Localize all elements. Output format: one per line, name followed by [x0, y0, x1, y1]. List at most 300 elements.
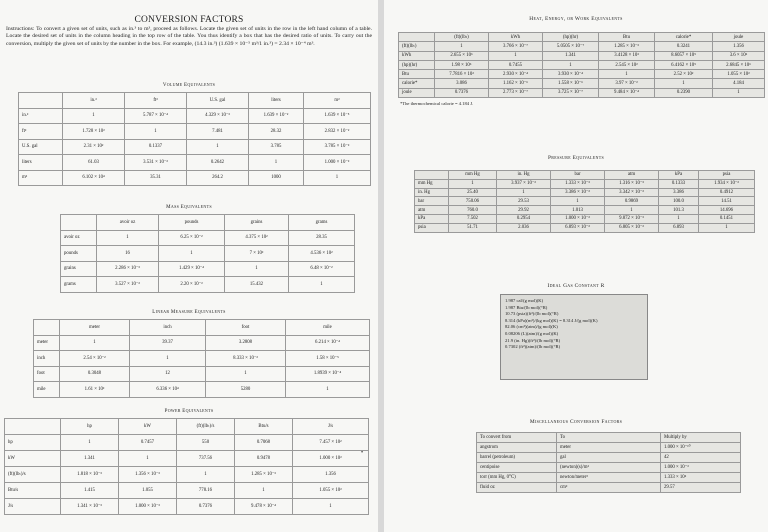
column-header: in. Hg: [497, 171, 551, 180]
table-row: [34, 351, 370, 367]
table-cell: 778.16: [177, 483, 235, 499]
table-cell: 0.4912: [699, 188, 755, 197]
misc-caption: Miscellaneous Conversion Factors: [529, 419, 623, 425]
table-cell: 3.527 × 10⁻²: [97, 277, 159, 293]
table-cell: 1: [60, 335, 130, 351]
table-cell: 750.06: [449, 197, 497, 206]
column-header: ft³: [125, 93, 187, 109]
left-page: [0, 0, 378, 532]
row-label: (ft)(lbₜ): [399, 42, 435, 51]
column-header: grains: [225, 215, 289, 231]
table-cell: 1: [63, 108, 125, 124]
table-cell: 1.558 × 10⁻⁶: [543, 79, 599, 88]
table-cell: 12: [130, 366, 206, 382]
table-cell: 1.000 × 10⁻³: [661, 463, 741, 473]
table-row: [5, 499, 369, 515]
table-cell: 25.40: [449, 188, 497, 197]
table-row: [34, 366, 370, 382]
table-cell: 16: [97, 246, 159, 262]
table-cell: 1: [699, 223, 755, 232]
table-cell: 1: [543, 60, 599, 69]
table-cell: 1: [225, 261, 289, 277]
table-cell: 3.4128 × 10³: [599, 51, 655, 60]
bullet-mark: •: [361, 450, 364, 456]
table-row: [34, 335, 370, 351]
row-label: inch: [34, 351, 60, 367]
column-header: [5, 419, 61, 435]
table-cell: 1: [249, 155, 304, 171]
table-row: [477, 443, 741, 453]
table-row: [415, 223, 755, 232]
table-cell: 1: [125, 124, 187, 140]
row-label: (hp)(hr): [399, 60, 435, 69]
pressure-caption: Pressure Equivalents: [547, 155, 604, 161]
column-header: avoir oz: [97, 215, 159, 231]
table-cell: 1.8939 × 10⁻⁴: [286, 366, 370, 382]
table-cell: 1.333 × 10²: [661, 473, 741, 483]
table-cell: 0.3241: [655, 42, 713, 51]
column-header: Btu/s: [235, 419, 293, 435]
table-cell: 2.773 × 10⁻⁷: [489, 88, 543, 97]
column-header: liters: [249, 93, 304, 109]
table-cell: 1: [286, 382, 370, 398]
table-cell: 1: [187, 139, 249, 155]
table-row: [5, 451, 369, 467]
table-cell: 3.930 × 10⁻⁴: [543, 70, 599, 79]
linear-table: [33, 319, 370, 398]
gas-constant-line: 21.9 (in. Hg)(ft³)/(lb mol)(°R): [505, 337, 561, 343]
table-cell: 28.35: [289, 230, 355, 246]
table-cell: 2.545 × 10³: [599, 60, 655, 69]
table-cell: 1.285 × 10⁻³: [599, 42, 655, 51]
right-page: [384, 0, 768, 532]
column-header: calorie*: [655, 33, 713, 42]
table-cell: 2.31 × 10²: [63, 139, 125, 155]
table-cell: 7.502: [449, 214, 497, 223]
table-cell: 2.6845 × 10⁶: [713, 60, 765, 69]
column-header: psia: [699, 171, 755, 180]
table-cell: 1.728 × 10³: [63, 124, 125, 140]
table-cell: 1.356 × 10⁻³: [119, 467, 177, 483]
table-row: [399, 88, 765, 97]
table-cell: 2.54 × 10⁻²: [60, 351, 130, 367]
column-header: [399, 33, 435, 42]
table-row: [415, 214, 755, 223]
table-cell: 7.7816 × 10²: [435, 70, 489, 79]
table-cell: 1: [599, 70, 655, 79]
table-cell: 4.329 × 10⁻³: [187, 108, 249, 124]
table-cell: 1.356: [293, 467, 369, 483]
table-cell: 3.97 × 10⁻³: [599, 79, 655, 88]
table-cell: 1: [235, 483, 293, 499]
volume-caption: Volume Equivalents: [162, 83, 216, 88]
row-label: psia: [415, 223, 449, 232]
table-cell: 61.03: [63, 155, 125, 171]
row-label: avoir oz: [61, 230, 97, 246]
table-cell: 0.2390: [655, 88, 713, 97]
table-row: [19, 139, 371, 155]
table-row: [34, 382, 370, 398]
table-cell: 7.481: [187, 124, 249, 140]
table-cell: 1.415: [61, 483, 119, 499]
table-cell: 264.2: [187, 170, 249, 186]
table-cell: 0.2642: [187, 155, 249, 171]
table-cell: 0.1451: [699, 214, 755, 223]
row-label: m³: [19, 170, 63, 186]
table-row: [61, 246, 355, 262]
table-cell: meter: [557, 443, 661, 453]
gas-constant-line: 1.987 cal/(g mol)(K): [505, 298, 544, 303]
table-cell: 1000: [249, 170, 304, 186]
row-label: kW: [5, 451, 61, 467]
table-cell: 6.336 × 10⁴: [130, 382, 206, 398]
row-label: atm: [415, 206, 449, 215]
table-header-row: [61, 215, 355, 231]
gas-constant-line: 8.314 (kPa)(m³)/(kg mol)(K) = 8.314 J/(g mol)(K): [505, 317, 598, 323]
column-header: meter: [60, 320, 130, 336]
row-label: foot: [34, 366, 60, 382]
table-cell: 1.000 × 10⁻¹⁰: [661, 443, 741, 453]
mass-table: [60, 214, 355, 293]
table-header-row: [5, 419, 369, 435]
table-cell: 1: [206, 366, 286, 382]
table-cell: 0.2954: [497, 214, 551, 223]
table-cell: 2.036: [497, 223, 551, 232]
table-row: [399, 60, 765, 69]
table-cell: 2.52 × 10²: [655, 70, 713, 79]
table-cell: 29.53: [497, 197, 551, 206]
table-cell: 1: [293, 499, 369, 515]
row-label: mile: [34, 382, 60, 398]
row-label: liters: [19, 155, 63, 171]
column-header: inch: [130, 320, 206, 336]
row-label: grams: [61, 277, 97, 293]
column-header: foot: [206, 320, 286, 336]
table-cell: 0.7376: [177, 499, 235, 515]
table-cell: 1.341: [61, 451, 119, 467]
table-cell: 7 × 10³: [225, 246, 289, 262]
row-label: calorie*: [399, 79, 435, 88]
table-cell: 15.432: [225, 277, 289, 293]
table-cell: 1: [435, 42, 489, 51]
table-cell: 2.832 × 10⁻²: [304, 124, 371, 140]
table-cell: 39.37: [130, 335, 206, 351]
table-cell: 8.333 × 10⁻²: [206, 351, 286, 367]
column-header: mile: [286, 320, 370, 336]
table-cell: 1: [130, 351, 206, 367]
table-row: [415, 179, 755, 188]
table-row: [415, 188, 755, 197]
column-header: [34, 320, 60, 336]
table-cell: 3.386: [659, 188, 699, 197]
calorie-footnote: *The thermochemical calorie = 4.184 J.: [400, 101, 474, 106]
table-cell: 1: [551, 197, 605, 206]
table-cell: 0.3048: [60, 366, 130, 382]
mass-caption: Mass Equivalents: [166, 205, 212, 210]
table-row: [399, 51, 765, 60]
table-cell: 0.7457: [119, 435, 177, 451]
table-cell: 4.184: [713, 79, 765, 88]
table-cell: 42: [661, 453, 741, 463]
column-header: kW: [119, 419, 177, 435]
table-cell: 1.000 × 10⁻²: [551, 214, 605, 223]
table-header-row: [415, 171, 755, 180]
page-title: CONVERSION FACTORS: [134, 15, 244, 25]
row-label: kPa: [415, 214, 449, 223]
column-header: kPa: [659, 171, 699, 180]
table-cell: 3.086: [435, 79, 489, 88]
table-row: [477, 473, 741, 483]
table-row: [61, 261, 355, 277]
row-label: bar: [415, 197, 449, 206]
column-header: To: [557, 433, 661, 443]
table-cell: 4.536 × 10²: [289, 246, 355, 262]
table-cell: 0.1333: [659, 179, 699, 188]
column-header: [19, 93, 63, 109]
row-label: Btu: [399, 70, 435, 79]
column-header: joule: [713, 33, 765, 42]
table-cell: 5.787 × 10⁻⁴: [125, 108, 187, 124]
table-cell: 9.478 × 10⁻⁴: [235, 499, 293, 515]
table-cell: 2.286 × 10⁻³: [97, 261, 159, 277]
column-header: kWh: [489, 33, 543, 42]
table-cell: 0.7376: [435, 88, 489, 97]
gas-constant-box: [500, 294, 648, 380]
column-header: Multiply by: [661, 433, 741, 443]
table-row: [399, 70, 765, 79]
table-cell: 3.2808: [206, 335, 286, 351]
table-cell: 8.6057 × 10⁵: [655, 51, 713, 60]
row-label: in. Hg: [415, 188, 449, 197]
table-cell: 6.893 × 10⁻²: [551, 223, 605, 232]
table-cell: 29.57: [661, 483, 741, 493]
table-cell: 3.342 × 10⁻²: [605, 188, 659, 197]
table-cell: 4.375 × 10²: [225, 230, 289, 246]
table-cell: 1: [289, 277, 355, 293]
column-header: grams: [289, 215, 355, 231]
column-header: To convert from: [477, 433, 557, 443]
table-header-row: [477, 433, 741, 443]
table-cell: 1: [304, 170, 371, 186]
table-row: [399, 79, 765, 88]
table-cell: 3.531 × 10⁻²: [125, 155, 187, 171]
column-header: (ft)(lbₜ)/s: [177, 419, 235, 435]
column-header: Btu: [599, 33, 655, 42]
table-cell: 1: [449, 179, 497, 188]
table-cell: 550: [177, 435, 235, 451]
table-cell: 3.725 × 10⁻⁷: [543, 88, 599, 97]
table-cell: 1: [61, 435, 119, 451]
row-label: meter: [34, 335, 60, 351]
table-cell: 1.98 × 10⁶: [435, 60, 489, 69]
table-cell: 1.000 × 10⁻³: [119, 499, 177, 515]
table-row: [61, 230, 355, 246]
table-cell: 1: [713, 88, 765, 97]
table-cell: 1.055 × 10³: [293, 483, 369, 499]
column-header: pounds: [159, 215, 225, 231]
table-cell: 9.872 × 10⁻³: [605, 214, 659, 223]
table-cell: (newton)(s)/m²: [557, 463, 661, 473]
column-header: bar: [551, 171, 605, 180]
row-label: centipoise: [477, 463, 557, 473]
pressure-table: [414, 170, 755, 233]
table-cell: 5.0505 × 10⁻⁷: [543, 42, 599, 51]
table-cell: 1: [497, 188, 551, 197]
table-row: [415, 197, 755, 206]
table-row: [5, 467, 369, 483]
table-row: [399, 42, 765, 51]
table-cell: 1.341: [543, 51, 599, 60]
column-header: U.S. gal: [187, 93, 249, 109]
table-cell: 760.0: [449, 206, 497, 215]
table-cell: 1.285 × 10⁻³: [235, 467, 293, 483]
volume-table: [18, 92, 371, 186]
table-cell: 1: [177, 467, 235, 483]
table-cell: 29.92: [497, 206, 551, 215]
row-label: J/s: [5, 499, 61, 515]
table-cell: 9.484 × 10⁻⁴: [599, 88, 655, 97]
table-header-row: [34, 320, 370, 336]
table-cell: 3.785 × 10⁻³: [304, 139, 371, 155]
table-cell: 1.356: [713, 42, 765, 51]
table-row: [19, 155, 371, 171]
table-row: [19, 170, 371, 186]
table-row: [19, 108, 371, 124]
table-cell: 2.930 × 10⁻⁴: [489, 70, 543, 79]
column-header: (ft)(lbₜ): [435, 33, 489, 42]
table-row: [415, 206, 755, 215]
gas-constant-line: 82.06 (cm³)(atm)/(g mol)(K): [505, 324, 558, 330]
misc-table: [476, 432, 741, 493]
power-caption: Power Equivalents: [164, 409, 214, 414]
table-row: [61, 277, 355, 293]
table-cell: 1.316 × 10⁻³: [605, 179, 659, 188]
table-cell: 3.386 × 10⁻²: [551, 188, 605, 197]
table-cell: 3.785: [249, 139, 304, 155]
row-label: barrel (petroleum): [477, 453, 557, 463]
row-label: fluid oz: [477, 483, 557, 493]
table-cell: 0.1337: [125, 139, 187, 155]
row-label: ft³: [19, 124, 63, 140]
table-cell: 6.214 × 10⁻⁴: [286, 335, 370, 351]
table-cell: gal: [557, 453, 661, 463]
table-cell: 0.9478: [235, 451, 293, 467]
table-cell: 1.055: [119, 483, 177, 499]
heat-table: [398, 32, 765, 98]
table-cell: 6.893: [659, 223, 699, 232]
column-header: [61, 215, 97, 231]
column-header: m³: [304, 93, 371, 109]
table-cell: 1.162 × 10⁻⁶: [489, 79, 543, 88]
table-cell: 6.48 × 10⁻²: [289, 261, 355, 277]
column-header: atm: [605, 171, 659, 180]
column-header: mm Hg: [449, 171, 497, 180]
table-cell: 7.457 × 10²: [293, 435, 369, 451]
table-cell: 6.25 × 10⁻²: [159, 230, 225, 246]
row-label: torr (mm Hg, 0°C): [477, 473, 557, 483]
table-cell: 51.71: [449, 223, 497, 232]
table-cell: 0.7068: [235, 435, 293, 451]
table-row: [477, 463, 741, 473]
table-cell: 1.333 × 10⁻³: [551, 179, 605, 188]
table-cell: 1: [97, 230, 159, 246]
row-label: mm Hg: [415, 179, 449, 188]
table-cell: 14.696: [699, 206, 755, 215]
gas-caption: Ideal Gas Constant R: [547, 283, 605, 289]
row-label: U.S. gal: [19, 139, 63, 155]
column-header: [415, 171, 449, 180]
table-cell: 6.102 × 10⁴: [63, 170, 125, 186]
linear-caption: Linear Measure Equivalents: [152, 310, 226, 315]
row-label: (ft)(lbₜ)/s: [5, 467, 61, 483]
table-cell: 1.055 × 10³: [713, 70, 765, 79]
table-cell: 0.9869: [605, 197, 659, 206]
gas-constant-line: 1.987 Btu/(lb mol)(°R): [505, 304, 548, 310]
column-header: hp: [61, 419, 119, 435]
table-cell: 1.000 × 10⁻³: [304, 155, 371, 171]
column-header: in.³: [63, 93, 125, 109]
table-cell: 5280: [206, 382, 286, 398]
instructions-paragraph: Instructions: To convert a given set of units, such as in.³ to m³, proceed as follows. Locate the given set of units in the row in the left hand column of a table. Locate the desired set of units in the column heading in the top row of the table. You thus identify a box that has the desired ratio of units. To carry out the conversion, multiply the given set of units by the number in the box. For example, (14.3 in.³) (1.639 × 10⁻⁵ m³/1 in.³) = 2.34 × 10⁻⁴ m³.: [6, 26, 372, 47]
table-cell: 1: [489, 51, 543, 60]
table-cell: 3.937 × 10⁻²: [497, 179, 551, 188]
table-cell: 101.3: [659, 206, 699, 215]
table-row: [477, 453, 741, 463]
row-label: kWh: [399, 51, 435, 60]
table-cell: 6.4162 × 10⁵: [655, 60, 713, 69]
table-cell: 1.000 × 10³: [293, 451, 369, 467]
table-row: [5, 483, 369, 499]
power-table: [4, 418, 369, 515]
table-cell: 2.655 × 10⁶: [435, 51, 489, 60]
row-label: grains: [61, 261, 97, 277]
table-cell: 14.51: [699, 197, 755, 206]
table-cell: 1: [119, 451, 177, 467]
table-cell: 1.341 × 10⁻³: [61, 499, 119, 515]
table-cell: 1.639 × 10⁻⁵: [304, 108, 371, 124]
row-label: joule: [399, 88, 435, 97]
row-label: Btu/s: [5, 483, 61, 499]
gas-constant-line: 0.08206 (L)(atm)/(g mol)(K): [505, 330, 559, 336]
gas-constant-line: 0.7302 (ft³)(atm)/(lb mol)(°R): [505, 344, 561, 350]
table-row: [477, 483, 741, 493]
table-cell: 1.818 × 10⁻³: [61, 467, 119, 483]
row-label: pounds: [61, 246, 97, 262]
table-cell: 0.7455: [489, 60, 543, 69]
table-cell: 1.013: [551, 206, 605, 215]
table-header-row: [399, 33, 765, 42]
row-label: in.³: [19, 108, 63, 124]
table-cell: newton/meter²: [557, 473, 661, 483]
table-cell: 1.61 × 10³: [60, 382, 130, 398]
table-cell: 3.766 × 10⁻⁷: [489, 42, 543, 51]
table-cell: 3.6 × 10⁶: [713, 51, 765, 60]
table-cell: 6.805 × 10⁻²: [605, 223, 659, 232]
row-label: hp: [5, 435, 61, 451]
table-cell: 35.31: [125, 170, 187, 186]
table-cell: cm³: [557, 483, 661, 493]
table-cell: 1.639 × 10⁻²: [249, 108, 304, 124]
table-header-row: [19, 93, 371, 109]
table-cell: 1: [159, 246, 225, 262]
column-header: J/s: [293, 419, 369, 435]
column-header: (hp)(hr): [543, 33, 599, 42]
table-cell: 1: [655, 79, 713, 88]
table-cell: 28.32: [249, 124, 304, 140]
table-cell: 737.56: [177, 451, 235, 467]
table-cell: 100.0: [659, 197, 699, 206]
table-cell: 2.20 × 10⁻³: [159, 277, 225, 293]
